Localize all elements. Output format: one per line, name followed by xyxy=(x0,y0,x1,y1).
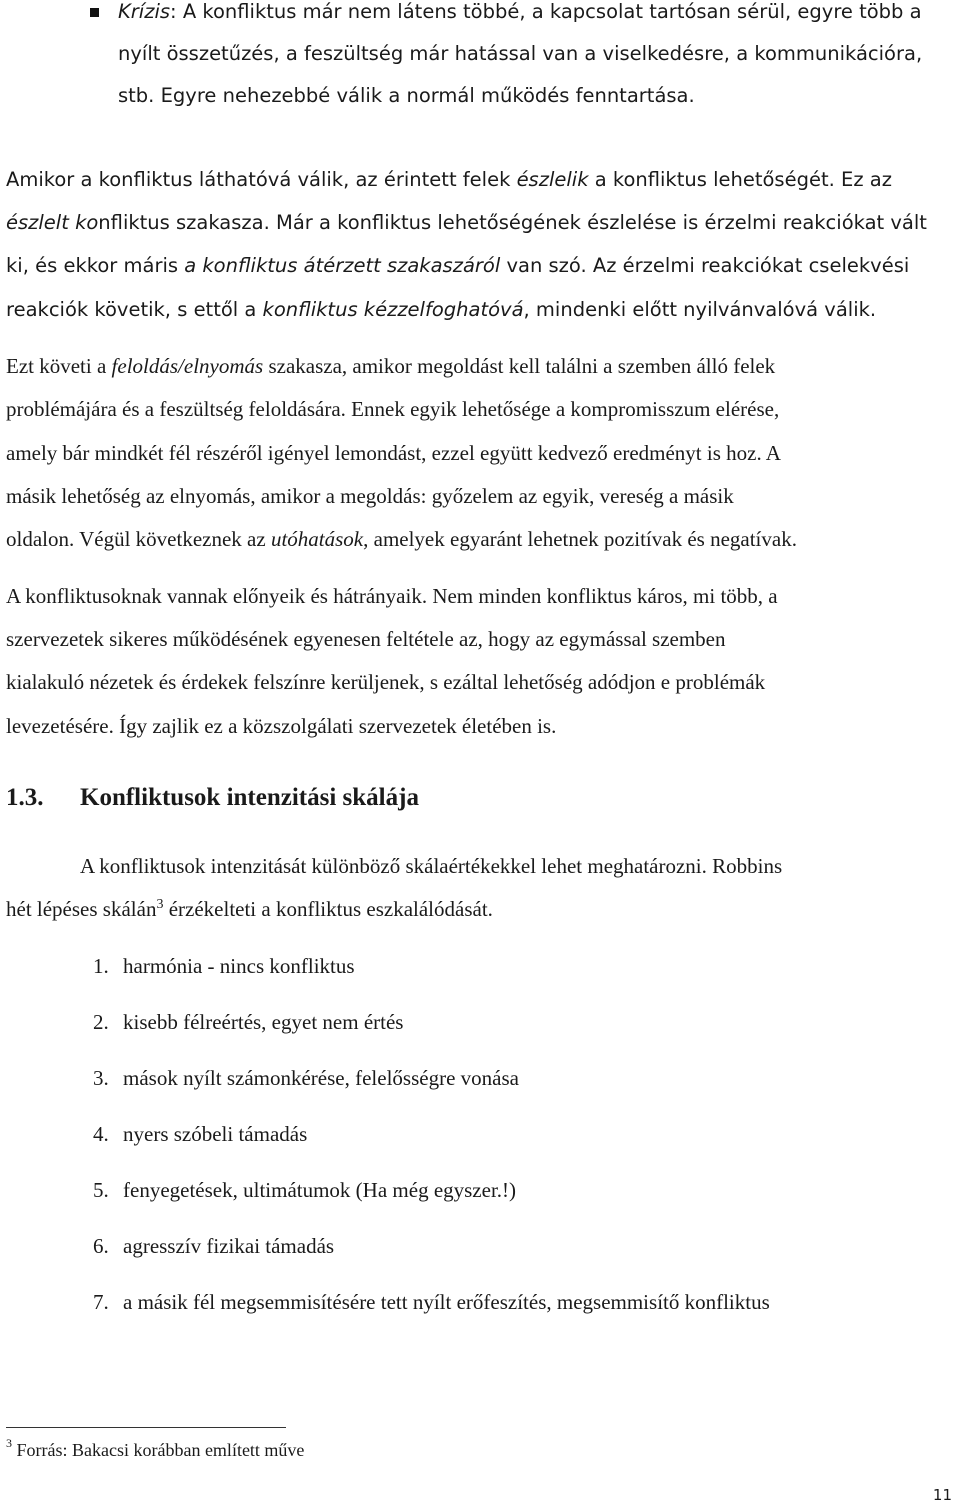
para2-line-2: problémájára és a feszültség feloldására. Ennek egyik lehetősége a kompromisszum elérése, xyxy=(6,397,780,421)
para3-line-2: szervezetek sikeres működésének egyenesen feltétele az, hogy az egymással szemben xyxy=(6,627,726,651)
para1-line-2: észlelt konfliktus szakasza. Már a konfliktus lehetőségének észlelése is érzelmi reakciókat vált xyxy=(6,211,927,234)
para2-line-3: amely bár mindkét fél részéről igényel lemondást, ezzel együtt kedvező eredményt is hoz. A xyxy=(6,441,781,465)
para2-line-1: Ezt követi a feloldás/elnyomás szakasza, amikor megoldást kell találni a szemben álló felek xyxy=(6,354,776,378)
footnote-mark: 3 xyxy=(6,1436,12,1450)
para3-line-4: levezetésére. Így zajlik ez a közszolgálati szervezetek életében is. xyxy=(6,714,557,738)
crisis-line-1: Krízis: A konfliktus már nem látens többé, a kapcsolat tartósan sérül, egyre több a xyxy=(118,0,922,23)
para3-line-1: A konfliktusoknak vannak előnyeik és hátrányaik. Nem minden konfliktus káros, mi több, a xyxy=(6,584,778,608)
document-page: Krízis: A konfliktus már nem látens többé, a kapcsolat tartósan sérül, egyre több a nyílt összetűzés, a feszültség már hatással van a viselkedésre, a kommunikációra, stb. Egyre nehezebbé válik a normál működés fenntartása. Amikor a konfliktus láthatóvá válik, az érintett felek észlelik a konfliktus lehetőségét. Ez az észlelt konfliktus szakasza. Már a konfliktus lehetőségének észlelése is érzelmi reakciókat vált ki, és ekkor máris a konfliktus átérzett szakaszáról van szó. Az érzelmi reakciókat cselekvési reakciók követik, s ettől a konfliktus kézzelfoghatóvá, mindenki előtt nyilvánvalóvá válik. Ezt követi a feloldás/elnyomás szakasza, amikor megoldást kell találni a szemben álló felek problémájára és a feszültség feloldására. Ennek egyik lehetősége a kompromisszum elérése, amely bár mindkét fél részéről igényel lemondást, ezzel együtt kedvező eredményt is hoz. A másik lehetőség az elnyomás, amikor a megoldás: győzelem az egyik, vereség a másik oldalon. Végül következnek az utóhatások, amelyek egyaránt lehetnek pozitívak és negatívak. A konfliktusoknak vannak előnyeik és hátrányaik. Nem minden konfliktus káros, mi több, a szervezetek sikeres működésének egyenesen feltétele az, hogy az egymással szemben kialakuló nézetek és érdekek felszínre kerüljenek, s ezáltal lehetőség adódjon e problémák levezetésére. Így zajlik ez a közszolgálati szervezetek életében is. 1.3. Konfliktusok intenzitási skálája A konfliktusok intenzitását különböző skálaértékekkel lehet meghatározni. Robbins hét lépéses skálán$^3$ érzékelteti a konfliktus eszkalálódását. 1. harmónia - nincs konfliktus 2. kisebb félreértés, egyet nem értés 3. mások nyílt számonkérése, felelősségre vonása 4. nyers szóbeli támadás 5. fenyegetések, ultimátumok (Ha még egyszer.!) 6. agresszív fizikai támadás 7. a másik fél megsemmisítésére tett nyílt erőfeszítés, megsemmisítő konfliktus $^3$ Forrás: Bakacsi korábban említett műve 11 xyxy=(6,0,952,1504)
intro-line-2: hét lépéses skálán$^3$ érzékelteti a konfliktus eszkalálódását. xyxy=(6,897,493,921)
crisis-line-3: stb. Egyre nehezebbé válik a normál működés fenntartása. xyxy=(118,84,695,107)
section-title: Konfliktusok intenzitási skálája xyxy=(80,784,419,811)
intro-line-1: A konfliktusok intenzitását különböző skálaértékekkel lehet meghatározni. Robbins xyxy=(80,854,783,878)
crisis-term: Krízis xyxy=(118,0,171,23)
section-number: 1.3. xyxy=(6,784,44,811)
para1-line-4: reakciók követik, s ettől a konfliktus kézzelfoghatóvá, mindenki előtt nyilvánvalóvá válik. xyxy=(6,298,877,321)
footnote-divider xyxy=(6,1427,286,1428)
square-bullet-icon xyxy=(90,8,99,17)
para1-line-1: Amikor a konfliktus láthatóvá válik, az érintett felek észlelik a konfliktus lehetőségét. Ez az xyxy=(6,168,892,191)
para1-line-3: ki, és ekkor máris a konfliktus átérzett szakaszáról van szó. Az érzelmi reakciókat cselekvési xyxy=(6,254,910,277)
crisis-line-2: nyílt összetűzés, a feszültség már hatással van a viselkedésre, a kommunikációra, xyxy=(118,42,923,65)
footnote xyxy=(6,1436,305,1461)
page-number: 11 xyxy=(932,1486,952,1504)
para3-line-3: kialakuló nézetek és érdekek felszínre kerüljenek, s ezáltal lehetőség adódjon e problémák xyxy=(6,670,766,694)
footnote-reference[interactable]: 3 xyxy=(156,897,164,912)
para2-line-4: másik lehetőség az elnyomás, amikor a megoldás: győzelem az egyik, vereség a másik xyxy=(6,484,734,508)
footnote-text: Forrás: Bakacsi korábban említett műve xyxy=(12,1440,305,1460)
para2-line-5: oldalon. Végül következnek az utóhatások, amelyek egyaránt lehetnek pozitívak és negatívak. xyxy=(6,527,797,551)
